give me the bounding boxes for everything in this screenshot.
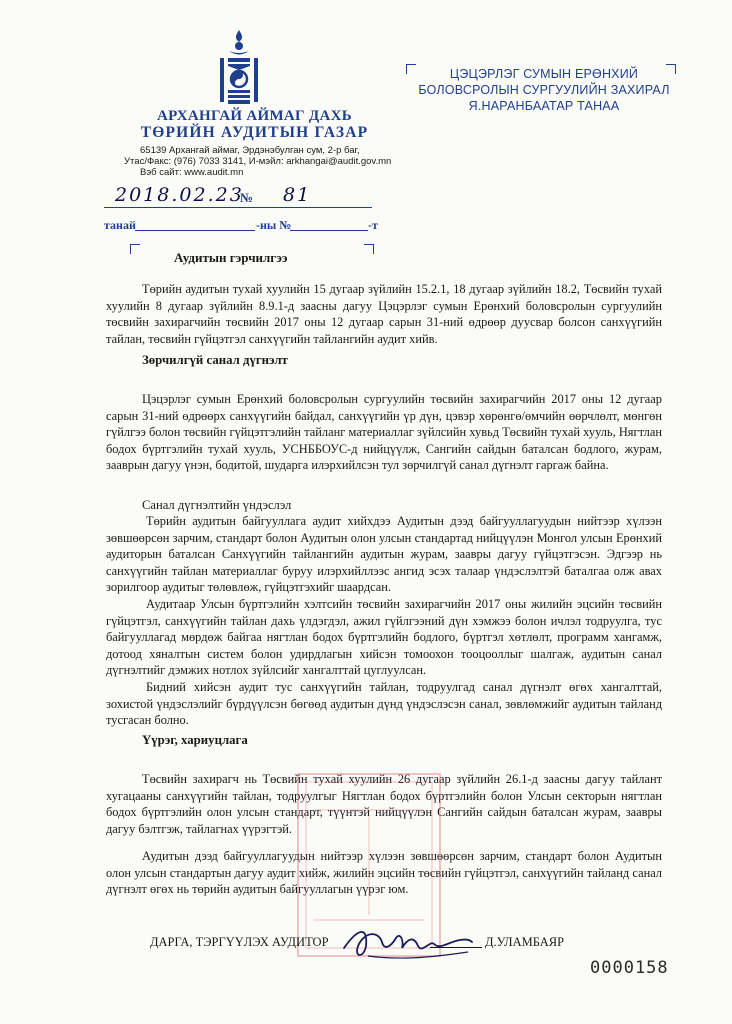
section1-paragraph: Цэцэрлэг сумын Ерөнхий боловсролын сургуулийн төсвийн захирагчийн 2017 оны 12 дугаар сарын 31-ний өдрөөрх санхүүгийн байдал, санхүүгийн үр дүн, цэвэр хөрөнгө/өмчийн өөрчлөлт, мөнгөн гүйлгээ болон төсвийн гүйцэтгэлийн тайланг материаллаг зүйлсийн хувьд Төсвийн тухай хууль, Нягтлан бодох бүртгэлийн тухай хууль, УСНББОУС-д нийцүүлж, Сангийн сайдын баталсан бодлого, журам, зааврын дагуу үнэн, бодитой, шударга илэрхийлсэн тул зөрчилгүй санал дүгнэлт гаргаж байна. xyxy=(106,392,662,472)
number-label: № xyxy=(240,190,254,205)
section2-paragraph-2: Аудитаар Улсын бүртгэлийн хэлтсийн төсвийн захирагчийн 2017 оны жилийн эцсийн төсвийн гүйцэтгэл, санхүүгийн тайлан дахь үлдэгдэл, ажил гүйлгээний дүн хэмжээ болон ичлэл тодруулга, тус байгууллагад мөрдөж байгаа нягтлан бодох бүртгэлийн бодлого, бүртгэл хөтлөлт, программ хангамж, дотоод хяналтын систем болон удирдлагын хийсэн томоохон тооцооллыг шалгаж, аудитын санал дүгнэлтийг дэмжих нотлох зүйлсийг хангалттай цуглуулсан. xyxy=(106,597,662,677)
corner-mark xyxy=(364,244,374,254)
state-emblem-icon xyxy=(218,30,260,108)
date-underline xyxy=(104,207,372,208)
recipient-line1: ЦЭЦЭРЛЭГ СУМЫН ЕРӨНХИЙ xyxy=(449,67,639,81)
section3-paragraph-2: Аудитын дээд байгууллагуудын нийтээр хүлээн зөвшөөрсөн зарчим, стандарт болон Аудитын олон улсын стандартын дагуу аудит хийж, жилийн эцсийн төсвийн гүйцэтгэл, санхүүгийн тайланд санал дүгнэлт өгөх нь төрийн аудитын байгууллагын үүрэг юм. xyxy=(106,849,662,896)
org-name-line2: ТӨРИЙН АУДИТЫН ГАЗАР xyxy=(140,124,369,141)
section2-paragraph-3: Бидний хийсэн аудит тус санхүүгийн тайлан, тодруулгад санал дүгнэлт өгөх хангалттай, зохистой үндэслэлийг бүрдүүлсэн бөгөөд аудитын дүнд үндэслэсэн санал, зөвлөмжийг аудитын тайланд тусгасан болно. xyxy=(106,680,662,727)
serial-number: 0000158 xyxy=(590,958,669,978)
ref-blank-1 xyxy=(135,230,255,231)
section3-heading: Үүрэг, хариуцлага xyxy=(142,733,248,747)
letter-number: 81 xyxy=(283,184,312,206)
document-title: Аудитын гэрчилгээ xyxy=(174,250,288,265)
org-website: Вэб сайт: www.audit.mn xyxy=(140,167,244,178)
section2-heading: Санал дүгнэлтийн үндэслэл xyxy=(142,498,292,512)
letter-date: 2018.02.23 xyxy=(115,184,244,206)
recipient-line3: Я.НАРАНБААТАР ТАНАА xyxy=(468,99,620,113)
recipient-line2: БОЛОВСРОЛЫН СУРГУУЛИЙН ЗАХИРАЛ xyxy=(418,83,670,97)
ref-blank-2 xyxy=(290,230,368,231)
org-name-line1: АРХАНГАЙ АЙМАГ ДАХЬ xyxy=(156,108,353,124)
ref-left-label: танай xyxy=(104,218,136,232)
signatory-position: ДАРГА, ТЭРГҮҮЛЭХ АУДИТОР xyxy=(150,935,329,949)
org-address: 65139 Архангай аймаг, Эрдэнэбулган сум, 2-р баг, xyxy=(140,145,360,156)
signature-icon xyxy=(338,918,478,968)
ref-mid-label: -ны № xyxy=(256,218,292,232)
signatory-name: Д.УЛАМБАЯР xyxy=(485,935,565,949)
section2-paragraph-1: Төрийн аудитын байгууллага аудит хийхдээ Аудитын дээд байгууллагуудын нийтээр хүлээн зөвшөөрсөн зарчим, стандарт болон Аудитын олон улсын стандартад нийцүүлэн Монгол улсын Ерөнхий аудиторын баталсан Санхүүгийн тайлангийн аудитын журам, заавры дагуу гүйцэтгэсэн. Эдгээр нь санхүүгийн тайлан материаллаг буруу илэрхийллээс ангид эсэх талаар үндэслэлтэй баталгаа олж авах зорилгоор аудитыг төлөвлөж, гүйцэтгэхийг шаардсан. xyxy=(106,514,662,594)
intro-paragraph: Төрийн аудитын тухай хуулийн 15 дугаар зүйлийн 15.2.1, 18 дугаар зүйлийн 18.2, Төсвийн тухай хуулийн 8 дугаар зүйлийн 8.9.1-д заасны дагуу Цэцэрлэг сумын Ерөнхий боловсролын сургуулийн төсвийн захирагчийн төсвийн 2017 оны 12 дугаар сарын 31-ний өдрөөр дуусвар болсон санхүүгийн тайлан, төсвийн гүйцэтгэл санхүүгийн тайлангийн аудит хийв. xyxy=(106,282,662,346)
ref-right-label: -т xyxy=(368,218,378,232)
section3-paragraph-1: Төсвийн захирагч нь Төсвийн тухай хуулийн 26 дугаар зүйлийн 26.1-д заасны дагуу тайлант хугацааны санхүүгийн тайлан, тодруулгыг Нягтлан бодох бүртгэлийн болон Улсын секторын нягтлан бодох бүртгэлийн олон улсын стандарт, түүнтэй нийцүүлэн Сангийн сайдын баталсан журам, заавры дагуу бэлтгэж, тайлагнах үүрэгтэй. xyxy=(106,772,662,836)
org-contact: Утас/Факс: (976) 7033 3141, И-мэйл: arkhangai@audit.gov.mn xyxy=(124,156,392,167)
signature-line xyxy=(430,947,482,948)
corner-mark xyxy=(130,244,140,254)
section1-heading: Зөрчилгүй санал дүгнэлт xyxy=(142,353,288,367)
